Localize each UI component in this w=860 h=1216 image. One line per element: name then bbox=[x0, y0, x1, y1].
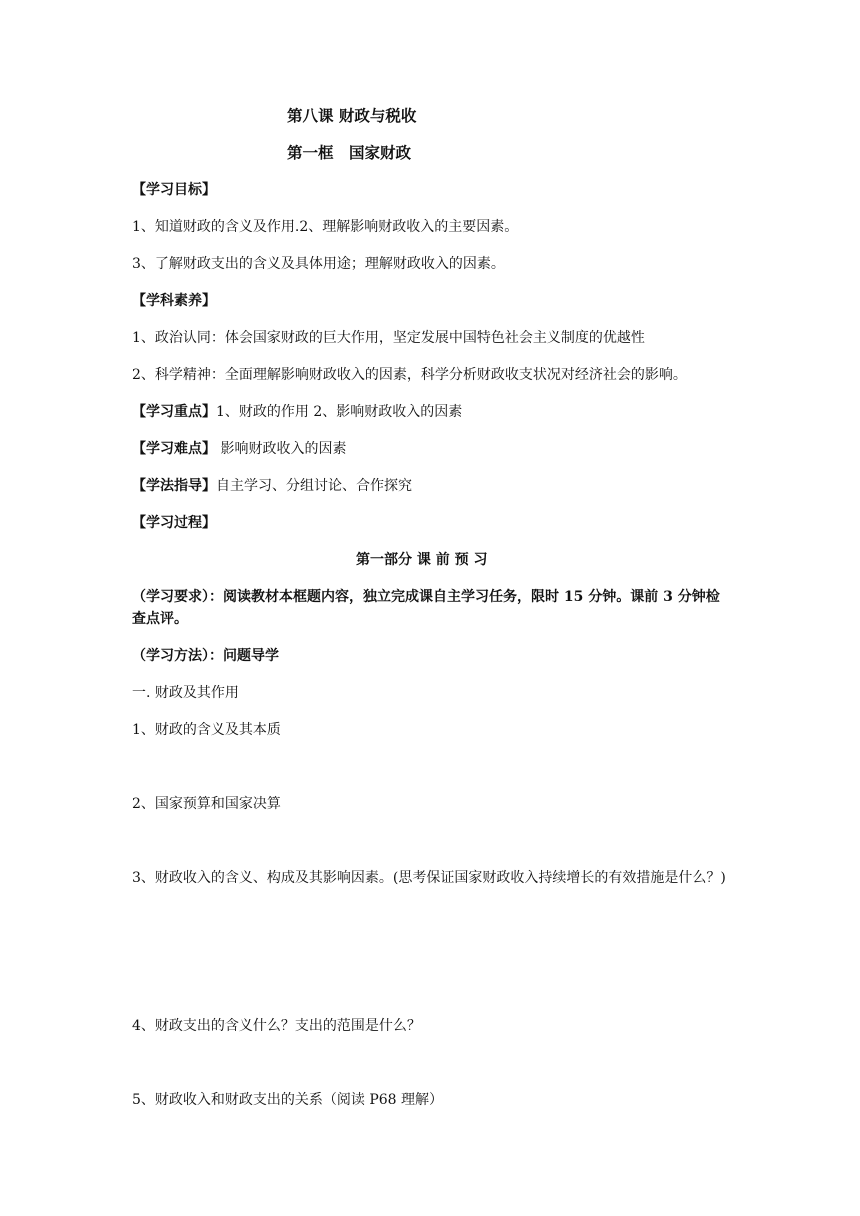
literacy-item: 1、政治认同：体会国家财政的巨大作用，坚定发展中国特色社会主义制度的优越性 bbox=[132, 330, 645, 346]
objective-item: 3、了解财政支出的含义及具体用途；理解财政收入的因素。 bbox=[132, 256, 505, 272]
method-guide-row bbox=[132, 476, 412, 496]
question-item: 4、财政支出的含义什么？支出的范围是什么？ bbox=[132, 1018, 421, 1034]
question-item: 2、国家预算和国家决算 bbox=[132, 796, 281, 812]
question-item: 3、财政收入的含义、构成及其影响因素。(思考保证国家财政收入持续增长的有效措施是什么？) bbox=[132, 870, 726, 886]
literacy-heading: 【学科素养】 bbox=[132, 293, 216, 309]
question-item: 1、财政的含义及其本质 bbox=[132, 722, 281, 738]
part1-method: （学习方法）：问题导学 bbox=[132, 648, 279, 664]
key-points-row bbox=[132, 402, 462, 422]
part1-requirement: （学习要求）：阅读教材本框题内容，独立完成课自主学习任务，限时 15 分钟。课前 3 分钟检查点评。 bbox=[132, 589, 720, 627]
difficulty-heading: 【学习难点】 bbox=[132, 441, 216, 457]
objective-item: 1、知道财政的含义及作用.2、理解影响财政收入的主要因素。 bbox=[132, 219, 519, 235]
lesson-title: 第八课 财政与税收 bbox=[287, 106, 417, 125]
method-guide-heading: 【学法指导】 bbox=[132, 478, 216, 494]
difficulty-text: 影响财政收入的因素 bbox=[216, 441, 347, 457]
part1-heading: 第一部分 课 前 预 习 bbox=[356, 552, 488, 568]
objectives-heading: 【学习目标】 bbox=[132, 182, 216, 198]
process-heading: 【学习过程】 bbox=[132, 515, 216, 531]
difficulty-row bbox=[132, 439, 346, 459]
method-guide-text: 自主学习、分组讨论、合作探究 bbox=[216, 478, 412, 494]
key-points-heading: 【学习重点】 bbox=[132, 404, 216, 420]
literacy-item: 2、科学精神：全面理解影响财政收入的因素，科学分析财政收支状况对经济社会的影响。 bbox=[132, 367, 687, 383]
key-points-text: 1、财政的作用 2、影响财政收入的因素 bbox=[216, 404, 463, 420]
question-item: 5、财政收入和财政支出的关系（阅读 P68 理解） bbox=[132, 1092, 444, 1108]
lesson-subtitle: 第一框 国家财政 bbox=[287, 143, 412, 162]
section-heading: 一. 财政及其作用 bbox=[132, 685, 239, 701]
